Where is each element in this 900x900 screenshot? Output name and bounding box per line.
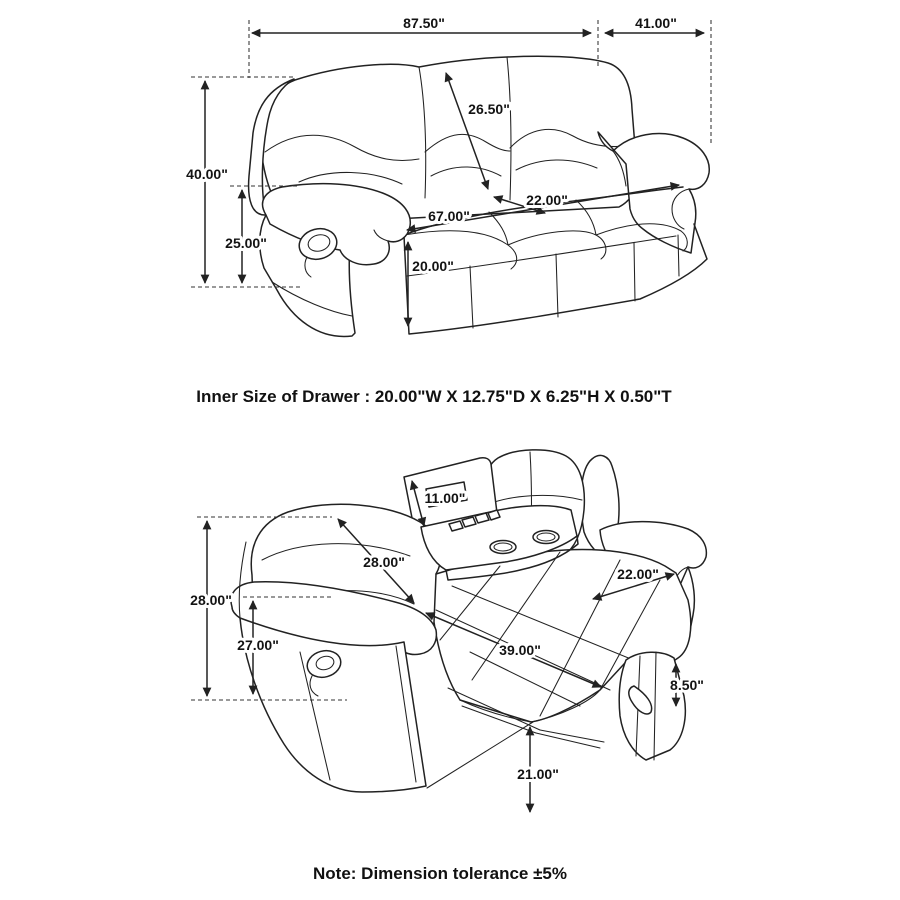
dim-overall-width bbox=[252, 15, 591, 33]
dim-back-diagonal-label: 26.50" bbox=[468, 101, 510, 117]
reclined-sofa-art bbox=[231, 450, 706, 792]
dim-seat-depth-upper-label: 22.00" bbox=[526, 192, 568, 208]
dim-overall-height bbox=[186, 81, 228, 283]
upright-sofa-art bbox=[249, 56, 710, 336]
dim-reclined-height-label: 28.00" bbox=[190, 592, 232, 608]
dim-recline-length-label: 39.00" bbox=[499, 642, 541, 658]
drawer-size-note: Inner Size of Drawer : 20.00"W X 12.75"D X 6.25"H X 0.50"T bbox=[196, 387, 672, 406]
dim-seat-height-label: 20.00" bbox=[412, 258, 454, 274]
dim-overall-depth-label: 41.00" bbox=[635, 15, 677, 31]
dim-reclined-height bbox=[190, 521, 232, 696]
dim-seat-depth-lower-label: 22.00" bbox=[617, 566, 659, 582]
dim-overall-depth bbox=[605, 15, 704, 33]
dim-arm-height-label: 25.00" bbox=[225, 235, 267, 251]
dim-backrest-diagonal-label: 28.00" bbox=[363, 554, 405, 570]
dim-overall-width-label: 87.50" bbox=[403, 15, 445, 31]
dim-seat-height bbox=[408, 242, 454, 326]
dim-inner-width-label: 67.00" bbox=[428, 208, 470, 224]
dim-footrest-height-label: 21.00" bbox=[517, 766, 559, 782]
dim-footrest-thickness-label: 8.50" bbox=[670, 677, 704, 693]
dim-overall-height-label: 40.00" bbox=[186, 166, 228, 182]
dim-arm-height-reclined-label: 27.00" bbox=[237, 637, 279, 653]
tolerance-note: Note: Dimension tolerance ±5% bbox=[313, 864, 567, 883]
dim-footrest-height bbox=[517, 727, 559, 812]
dim-table-back-height-label: 11.00" bbox=[424, 490, 466, 506]
